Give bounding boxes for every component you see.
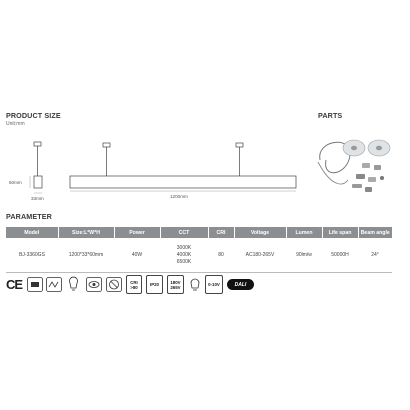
cell-power: 40W	[131, 252, 143, 258]
voltage-icon: 180V 265V	[167, 275, 184, 294]
parts-image	[312, 130, 404, 198]
parameter-table	[6, 227, 392, 272]
product-size-title: PRODUCT SIZE	[6, 111, 61, 120]
cell-voltage: AC180-265V	[245, 252, 275, 258]
header-model: Model	[6, 227, 58, 238]
height-label: 60mm	[9, 180, 22, 185]
width-label: 33mm	[31, 196, 44, 201]
unit-label: Unit:mm	[6, 121, 25, 127]
cct-value: 6500K	[176, 258, 192, 265]
header-cri: CRI	[208, 227, 234, 238]
ce-icon: CE	[6, 277, 23, 292]
product-size-drawing	[0, 130, 300, 205]
linear-bar	[70, 143, 296, 191]
cell-size: 1200*33*60mm	[68, 252, 104, 258]
header-lumen: Lumen	[286, 227, 322, 238]
dimmable-icon	[188, 275, 202, 294]
header-life-span: Life span	[322, 227, 358, 238]
header-cct: CCT	[160, 227, 208, 238]
dali-icon	[227, 275, 254, 294]
parameter-title: PARAMETER	[6, 212, 52, 221]
cell-life-span: 50000H	[331, 252, 349, 258]
length-label: 1200mm	[170, 194, 188, 199]
cct-value: 3000K	[176, 244, 192, 251]
cell-lumen: 90lm/w	[296, 252, 312, 258]
cct-value: 4000K	[176, 251, 192, 258]
cell-model: BJ-3360GS	[19, 252, 45, 258]
table-header-row	[6, 227, 392, 238]
bulb-icon	[66, 275, 81, 294]
parts-title: PARTS	[318, 111, 343, 120]
cri-icon: CRI >80	[126, 275, 142, 294]
header-power: Power	[114, 227, 160, 238]
table-row	[6, 238, 392, 272]
header-size: Size:L*W*H	[58, 227, 114, 238]
side-profile	[30, 142, 42, 193]
header-beam-angle: Beam angle	[358, 227, 392, 238]
flicker-free-icon	[46, 275, 62, 294]
no-uv-icon	[106, 275, 122, 294]
table-bottom-divider	[6, 272, 392, 273]
dimming-0-10v-icon: 0-10V	[205, 275, 223, 294]
driver-icon	[27, 275, 43, 294]
ip20-icon: IP20	[146, 275, 163, 294]
cell-cct	[160, 238, 208, 272]
eye-comfort-icon	[86, 275, 102, 294]
dali-label: DALI	[227, 279, 254, 290]
cell-beam-angle: 24°	[371, 252, 379, 258]
cell-cri: 80	[218, 252, 224, 258]
header-voltage: Voltage	[234, 227, 286, 238]
